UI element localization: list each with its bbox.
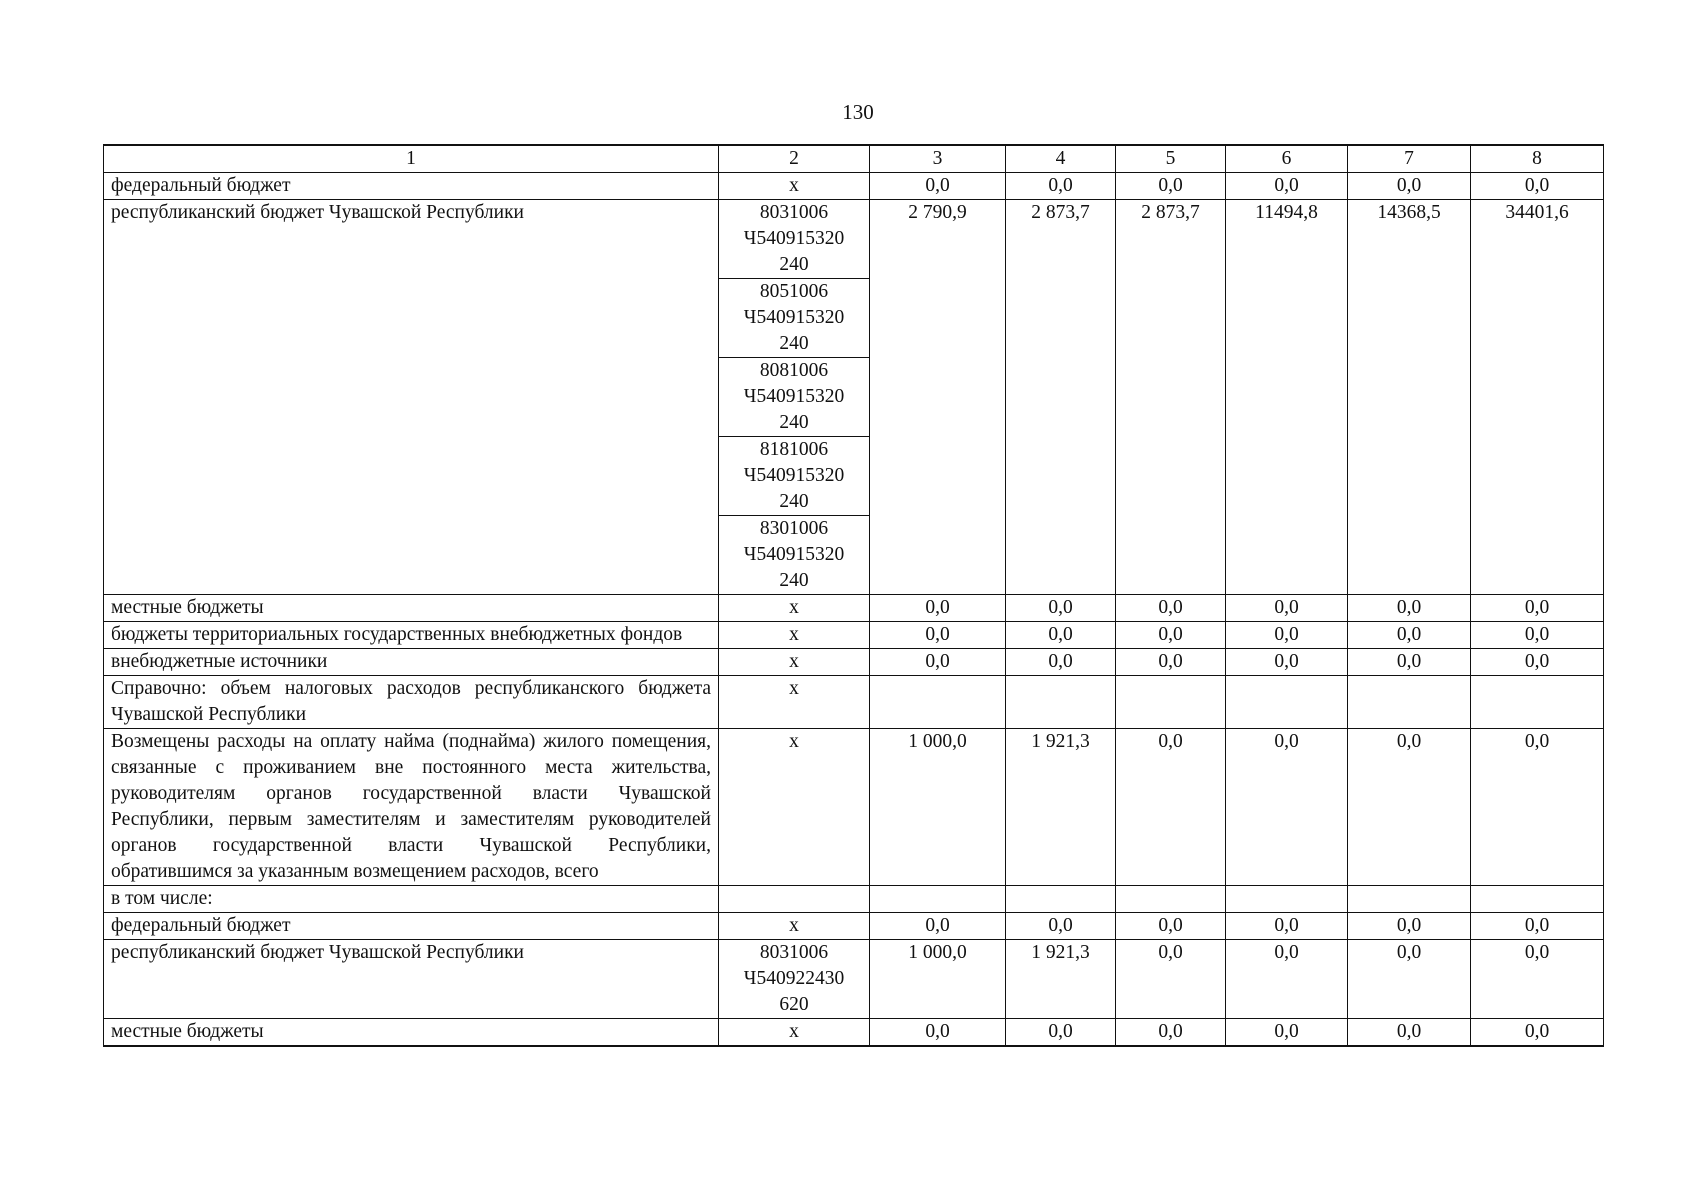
table-row — [104, 200, 1604, 279]
value-cell: 0,0 — [1006, 173, 1116, 200]
value-cell: 0,0 — [1226, 940, 1348, 1019]
header-cell: 2 — [719, 145, 870, 173]
code-line: 8031006 — [759, 942, 829, 963]
value-cell: 0,0 — [870, 649, 1006, 676]
code-line: 8301006 — [759, 518, 829, 539]
value-cell: 0,0 — [1226, 729, 1348, 886]
value-cell: 0,0 — [1006, 649, 1116, 676]
row-code: х — [719, 913, 870, 940]
value-cell: 0,0 — [1471, 649, 1604, 676]
code-line: 240 — [779, 333, 809, 354]
value-cell: 0,0 — [1348, 729, 1471, 886]
table-row — [104, 622, 1604, 649]
value-cell — [1226, 676, 1348, 729]
row-code: х — [719, 649, 870, 676]
value-cell — [870, 886, 1006, 913]
code-line: 8181006 — [759, 439, 829, 460]
header-cell: 3 — [870, 145, 1006, 173]
value-cell: 0,0 — [1471, 595, 1604, 622]
code-line: Ч540915320 — [743, 228, 845, 249]
budget-table — [103, 144, 1604, 1047]
value-cell: 0,0 — [1348, 940, 1471, 1019]
value-cell — [1006, 886, 1116, 913]
value-cell: 0,0 — [1116, 595, 1226, 622]
row-code: х — [719, 173, 870, 200]
header-row — [104, 145, 1604, 173]
code-line: Ч540922430 — [743, 968, 845, 989]
row-name: федеральный бюджет — [104, 913, 719, 940]
value-cell: 0,0 — [1226, 173, 1348, 200]
value-cell: 34401,6 — [1471, 200, 1604, 595]
value-cell: 0,0 — [1116, 173, 1226, 200]
table-row — [104, 940, 1604, 1019]
value-cell: 0,0 — [1348, 622, 1471, 649]
row-code — [719, 516, 870, 595]
header-cell: 6 — [1226, 145, 1348, 173]
value-cell: 0,0 — [1471, 173, 1604, 200]
value-cell — [1226, 886, 1348, 913]
value-cell — [1116, 886, 1226, 913]
code-line: 240 — [779, 570, 809, 591]
row-code — [719, 437, 870, 516]
value-cell: 0,0 — [1116, 940, 1226, 1019]
row-code: х — [719, 595, 870, 622]
value-cell: 1 921,3 — [1006, 729, 1116, 886]
row-code: х — [719, 729, 870, 886]
code-line: Ч540915320 — [743, 307, 845, 328]
value-cell: 0,0 — [1226, 622, 1348, 649]
row-code — [719, 886, 870, 913]
code-line: 240 — [779, 412, 809, 433]
row-name: республиканский бюджет Чувашской Республики — [104, 940, 719, 1019]
header-cell: 5 — [1116, 145, 1226, 173]
value-cell: 0,0 — [1116, 913, 1226, 940]
value-cell: 1 000,0 — [870, 940, 1006, 1019]
value-cell: 0,0 — [1348, 173, 1471, 200]
value-cell: 0,0 — [870, 173, 1006, 200]
code-line: 240 — [779, 491, 809, 512]
row-name: внебюджетные источники — [104, 649, 719, 676]
header-cell: 1 — [104, 145, 719, 173]
code-line: Ч540915320 — [743, 544, 845, 565]
value-cell — [1471, 886, 1604, 913]
value-cell: 0,0 — [1006, 595, 1116, 622]
value-cell: 0,0 — [870, 595, 1006, 622]
value-cell: 11494,8 — [1226, 200, 1348, 595]
value-cell — [870, 676, 1006, 729]
value-cell: 0,0 — [1006, 913, 1116, 940]
table-row — [104, 649, 1604, 676]
code-line: Ч540915320 — [743, 465, 845, 486]
header-cell: 7 — [1348, 145, 1471, 173]
value-cell: 1 921,3 — [1006, 940, 1116, 1019]
value-cell: 2 790,9 — [870, 200, 1006, 595]
value-cell: 0,0 — [1348, 1019, 1471, 1047]
code-line: 8081006 — [759, 360, 829, 381]
value-cell: 0,0 — [1006, 1019, 1116, 1047]
value-cell — [1116, 676, 1226, 729]
row-code: х — [719, 1019, 870, 1047]
value-cell: 14368,5 — [1348, 200, 1471, 595]
code-line: 620 — [779, 994, 809, 1015]
value-cell: 0,0 — [1348, 649, 1471, 676]
row-name: Справочно: объем налоговых расходов республиканского бюджета Чувашской Республики — [104, 676, 719, 729]
value-cell: 0,0 — [1226, 1019, 1348, 1047]
value-cell — [1471, 676, 1604, 729]
value-cell: 2 873,7 — [1116, 200, 1226, 595]
value-cell: 0,0 — [870, 622, 1006, 649]
code-line: 8051006 — [759, 281, 829, 302]
row-code — [719, 200, 870, 279]
row-name: республиканский бюджет Чувашской Республики — [104, 200, 719, 595]
code-line: 8031006 — [759, 202, 829, 223]
value-cell: 0,0 — [1006, 622, 1116, 649]
value-cell: 0,0 — [1348, 595, 1471, 622]
row-code — [719, 358, 870, 437]
row-code — [719, 279, 870, 358]
table-row — [104, 1019, 1604, 1047]
value-cell: 0,0 — [1226, 649, 1348, 676]
row-name: в том числе: — [104, 886, 719, 913]
value-cell: 0,0 — [1116, 729, 1226, 886]
value-cell: 0,0 — [870, 1019, 1006, 1047]
value-cell: 0,0 — [1471, 622, 1604, 649]
code-line: 240 — [779, 254, 809, 275]
value-cell — [1348, 886, 1471, 913]
table-row — [104, 173, 1604, 200]
value-cell: 1 000,0 — [870, 729, 1006, 886]
table-row — [104, 913, 1604, 940]
value-cell: 0,0 — [1116, 622, 1226, 649]
value-cell: 0,0 — [1471, 913, 1604, 940]
code-line: Ч540915320 — [743, 386, 845, 407]
value-cell: 0,0 — [870, 913, 1006, 940]
page-number: 130 — [842, 100, 874, 124]
value-cell: 0,0 — [1226, 595, 1348, 622]
value-cell: 0,0 — [1471, 940, 1604, 1019]
header-cell: 4 — [1006, 145, 1116, 173]
row-name: федеральный бюджет — [104, 173, 719, 200]
value-cell: 0,0 — [1471, 1019, 1604, 1047]
header-cell: 8 — [1471, 145, 1604, 173]
row-name: местные бюджеты — [104, 1019, 719, 1047]
table-row — [104, 595, 1604, 622]
table-row — [104, 886, 1604, 913]
row-name: бюджеты территориальных государственных внебюджетных фондов — [104, 622, 719, 649]
table-row — [104, 729, 1604, 886]
row-name: местные бюджеты — [104, 595, 719, 622]
value-cell: 0,0 — [1471, 729, 1604, 886]
value-cell: 0,0 — [1226, 913, 1348, 940]
row-name: Возмещены расходы на оплату найма (поднайма) жилого помещения, связанные с проживанием вне постоянного места жительства, руководителям органов государственной власти Чувашской Республики, первым заместителям и заместителям руководителей органов государственной власти Чувашской Республики, обратившимся за указанным возмещением расходов, всего — [104, 729, 719, 886]
value-cell: 0,0 — [1116, 649, 1226, 676]
value-cell — [1006, 676, 1116, 729]
value-cell — [1348, 676, 1471, 729]
row-code — [719, 940, 870, 1019]
value-cell: 0,0 — [1348, 913, 1471, 940]
value-cell: 0,0 — [1116, 1019, 1226, 1047]
row-code: х — [719, 622, 870, 649]
table-row — [104, 676, 1604, 729]
value-cell: 2 873,7 — [1006, 200, 1116, 595]
row-code: х — [719, 676, 870, 729]
